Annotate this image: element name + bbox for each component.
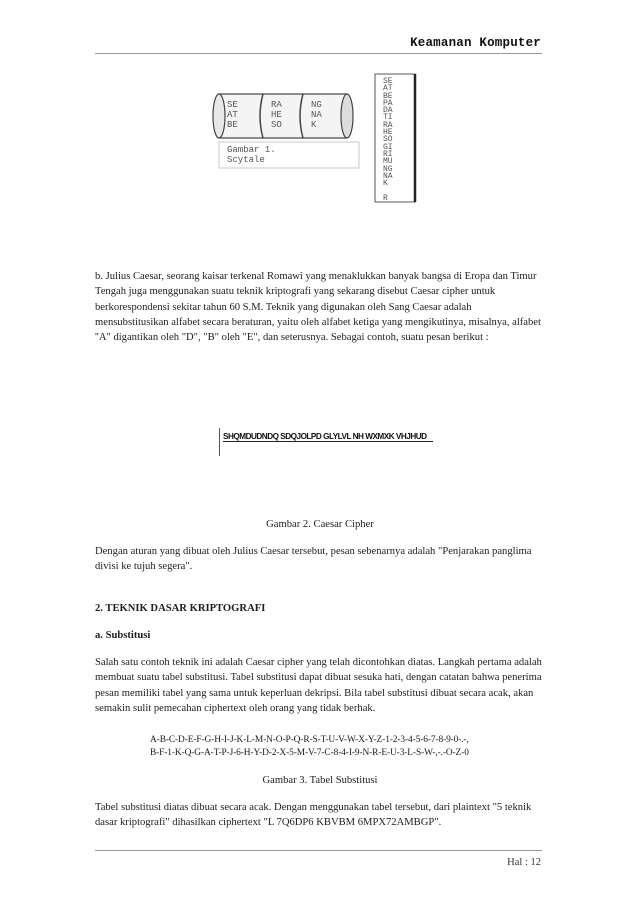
header-title: Keamanan Komputer [410,36,541,50]
caesar-cipher-figure [219,428,433,456]
scytale-figure [205,70,420,205]
scytale-strip-letters: SE AT BE PA DA TI RA HE SO GI RI MU NG NA K R [383,77,393,203]
page-number: Hal : 12 [507,857,541,868]
footer-divider [95,850,542,851]
substitution-row-cipher: B-F-1-K-Q-G-A-T-P-J-6-H-Y-D-2-X-5-M-V-7-C-8-4-I-9-N-R-E-U-3-L-S-W-,-.-O-Z-0 [150,748,469,758]
closing-paragraph: Tabel substitusi diatas dibuat secara acak. Dengan menggunakan tabel tersebut, dari plaintext "5 teknik dasar kriptografi" dihasilkan ciphertext "L 7Q6DP6 KBVBM 6MPX72AMBGP". [95,802,532,829]
julius-caesar-paragraph: b. Julius Caesar, seorang kaisar terkenal Romawi yang menaklukkan banyak bangsa di Eropa dan Timur Tengah juga menggunakan suatu teknik kriptografi yang sekarang disebut Caesar cipher untuk berkorespondensi sekitar tahun 60 S.M. Teknik yang digunakan oleh Sang Caesar adalah mensubstitusikan alfabet secara beraturan, yaitu oleh alfabet ketiga yang mengikutinya, misalnya, alfabet ''A" digantikan oleh "D", "B" oleh "E", dan seterusnya. Sebagai contoh, suatu pesan berikut : [95,271,541,344]
section-heading: 2. TEKNIK DASAR KRIPTOGRAFI [95,603,266,614]
subsection-heading: a. Substitusi [95,630,151,641]
substitution-row-plain: A-B-C-D-E-F-G-H-I-J-K-L-M-N-O-P-Q-R-S-T-U-V-W-X-Y-Z-1-2-3-4-5-6-7-8-9-0-.-, [150,735,469,745]
figure1-caption-line1: Gambar 1. [227,145,276,155]
cipher-figure-border [219,428,220,456]
rod-segment-2: RA HE SO [271,100,282,130]
decrypted-message-paragraph: Dengan aturan yang dibuat oleh Julius Caesar tersebut, pesan sebenarnya adalah "Penjarakan panglima divisi ke tujuh segera". [95,546,532,573]
figure3-caption: Gambar 3. Tabel Substitusi [262,775,378,786]
rod-segment-1: SE AT BE [227,100,238,130]
figure1-caption-line2: Scytale [227,155,265,165]
cipher-text: SHQMDUDNDQ SDQJOLPD GLYLVL NH WXMXK VHJHUD [223,432,433,442]
rod-segment-3: NG NA K [311,100,322,130]
substitution-paragraph: Salah satu contoh teknik ini adalah Caesar cipher yang telah dicontohkan diatas. Langkah pertama adalah membuat suatu tabel substitusi. Tabel substitusi dapat dibuat sesuka hati, dengan catatan bahwa penerima pesan memiliki tabel yang sama untuk keperluan dekripsi. Bila tabel substitusi dibuat secara acak, akan semakin sulit pemecahan ciphertext oleh orang yang tidak berhak. [95,657,542,714]
header-divider [95,53,542,54]
figure2-caption: Gambar 2. Caesar Cipher [266,519,374,530]
